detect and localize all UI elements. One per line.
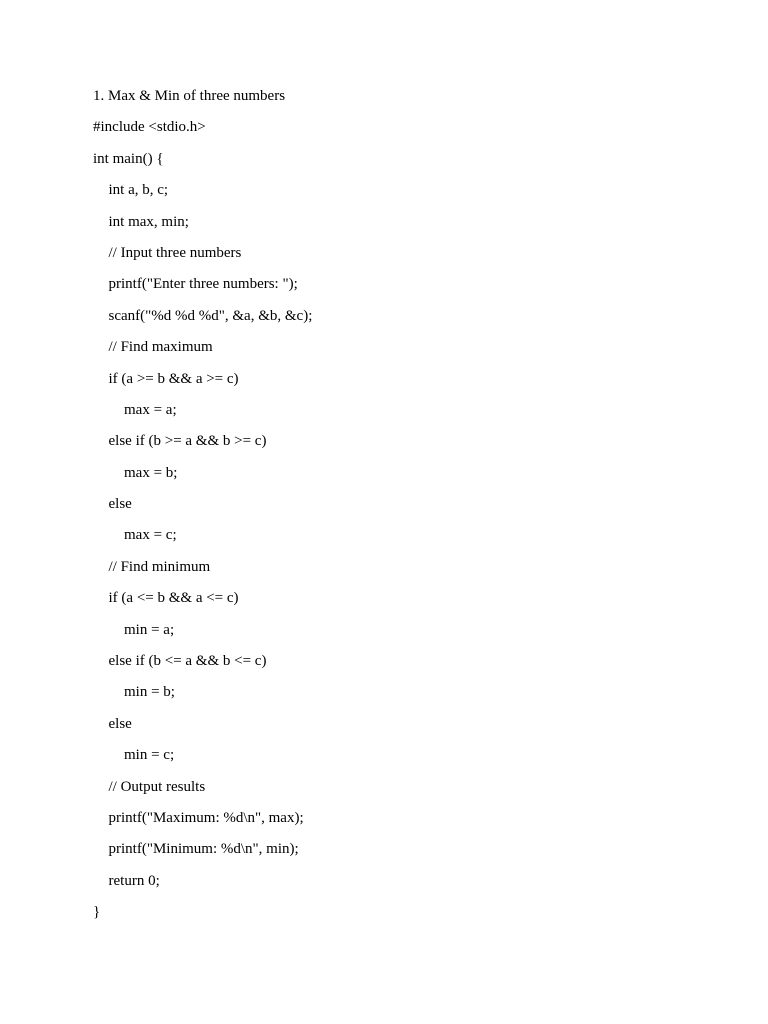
code-line: max = a;: [124, 401, 177, 418]
code-line: int a, b, c;: [108, 182, 169, 199]
code-line: // Find minimum: [108, 558, 211, 575]
code-line: else if (b <= a && b <= c): [108, 653, 267, 670]
code-line: min = a;: [124, 621, 175, 638]
code-line: printf("Maximum: %d\n", max);: [108, 809, 304, 826]
code-line: // Find maximum: [108, 339, 213, 356]
code-line: // Input three numbers: [108, 244, 242, 261]
code-line: }: [93, 904, 101, 921]
section-heading: 1. Max & Min of three numbers: [93, 88, 286, 104]
code-line: printf("Minimum: %d\n", min);: [108, 841, 299, 858]
code-line: int max, min;: [108, 213, 189, 230]
code-line: else if (b >= a && b >= c): [108, 433, 267, 450]
code-line: max = c;: [124, 527, 177, 544]
document-body: [93, 86, 312, 934]
code-line: if (a <= b && a <= c): [108, 590, 239, 607]
code-line: #include <stdio.h>: [93, 119, 206, 136]
code-line: else: [108, 715, 132, 732]
code-line: int main() {: [93, 150, 164, 167]
code-line: max = b;: [124, 464, 178, 481]
code-block: [93, 117, 312, 933]
code-line: min = c;: [124, 747, 175, 764]
code-line: scanf("%d %d %d", &a, &b, &c);: [108, 307, 313, 324]
code-line: printf("Enter three numbers: ");: [108, 276, 298, 293]
code-line: min = b;: [124, 684, 175, 701]
code-line: return 0;: [108, 872, 160, 889]
code-line: else: [108, 496, 132, 513]
code-line: if (a >= b && a >= c): [108, 370, 239, 387]
code-line: // Output results: [108, 778, 206, 795]
